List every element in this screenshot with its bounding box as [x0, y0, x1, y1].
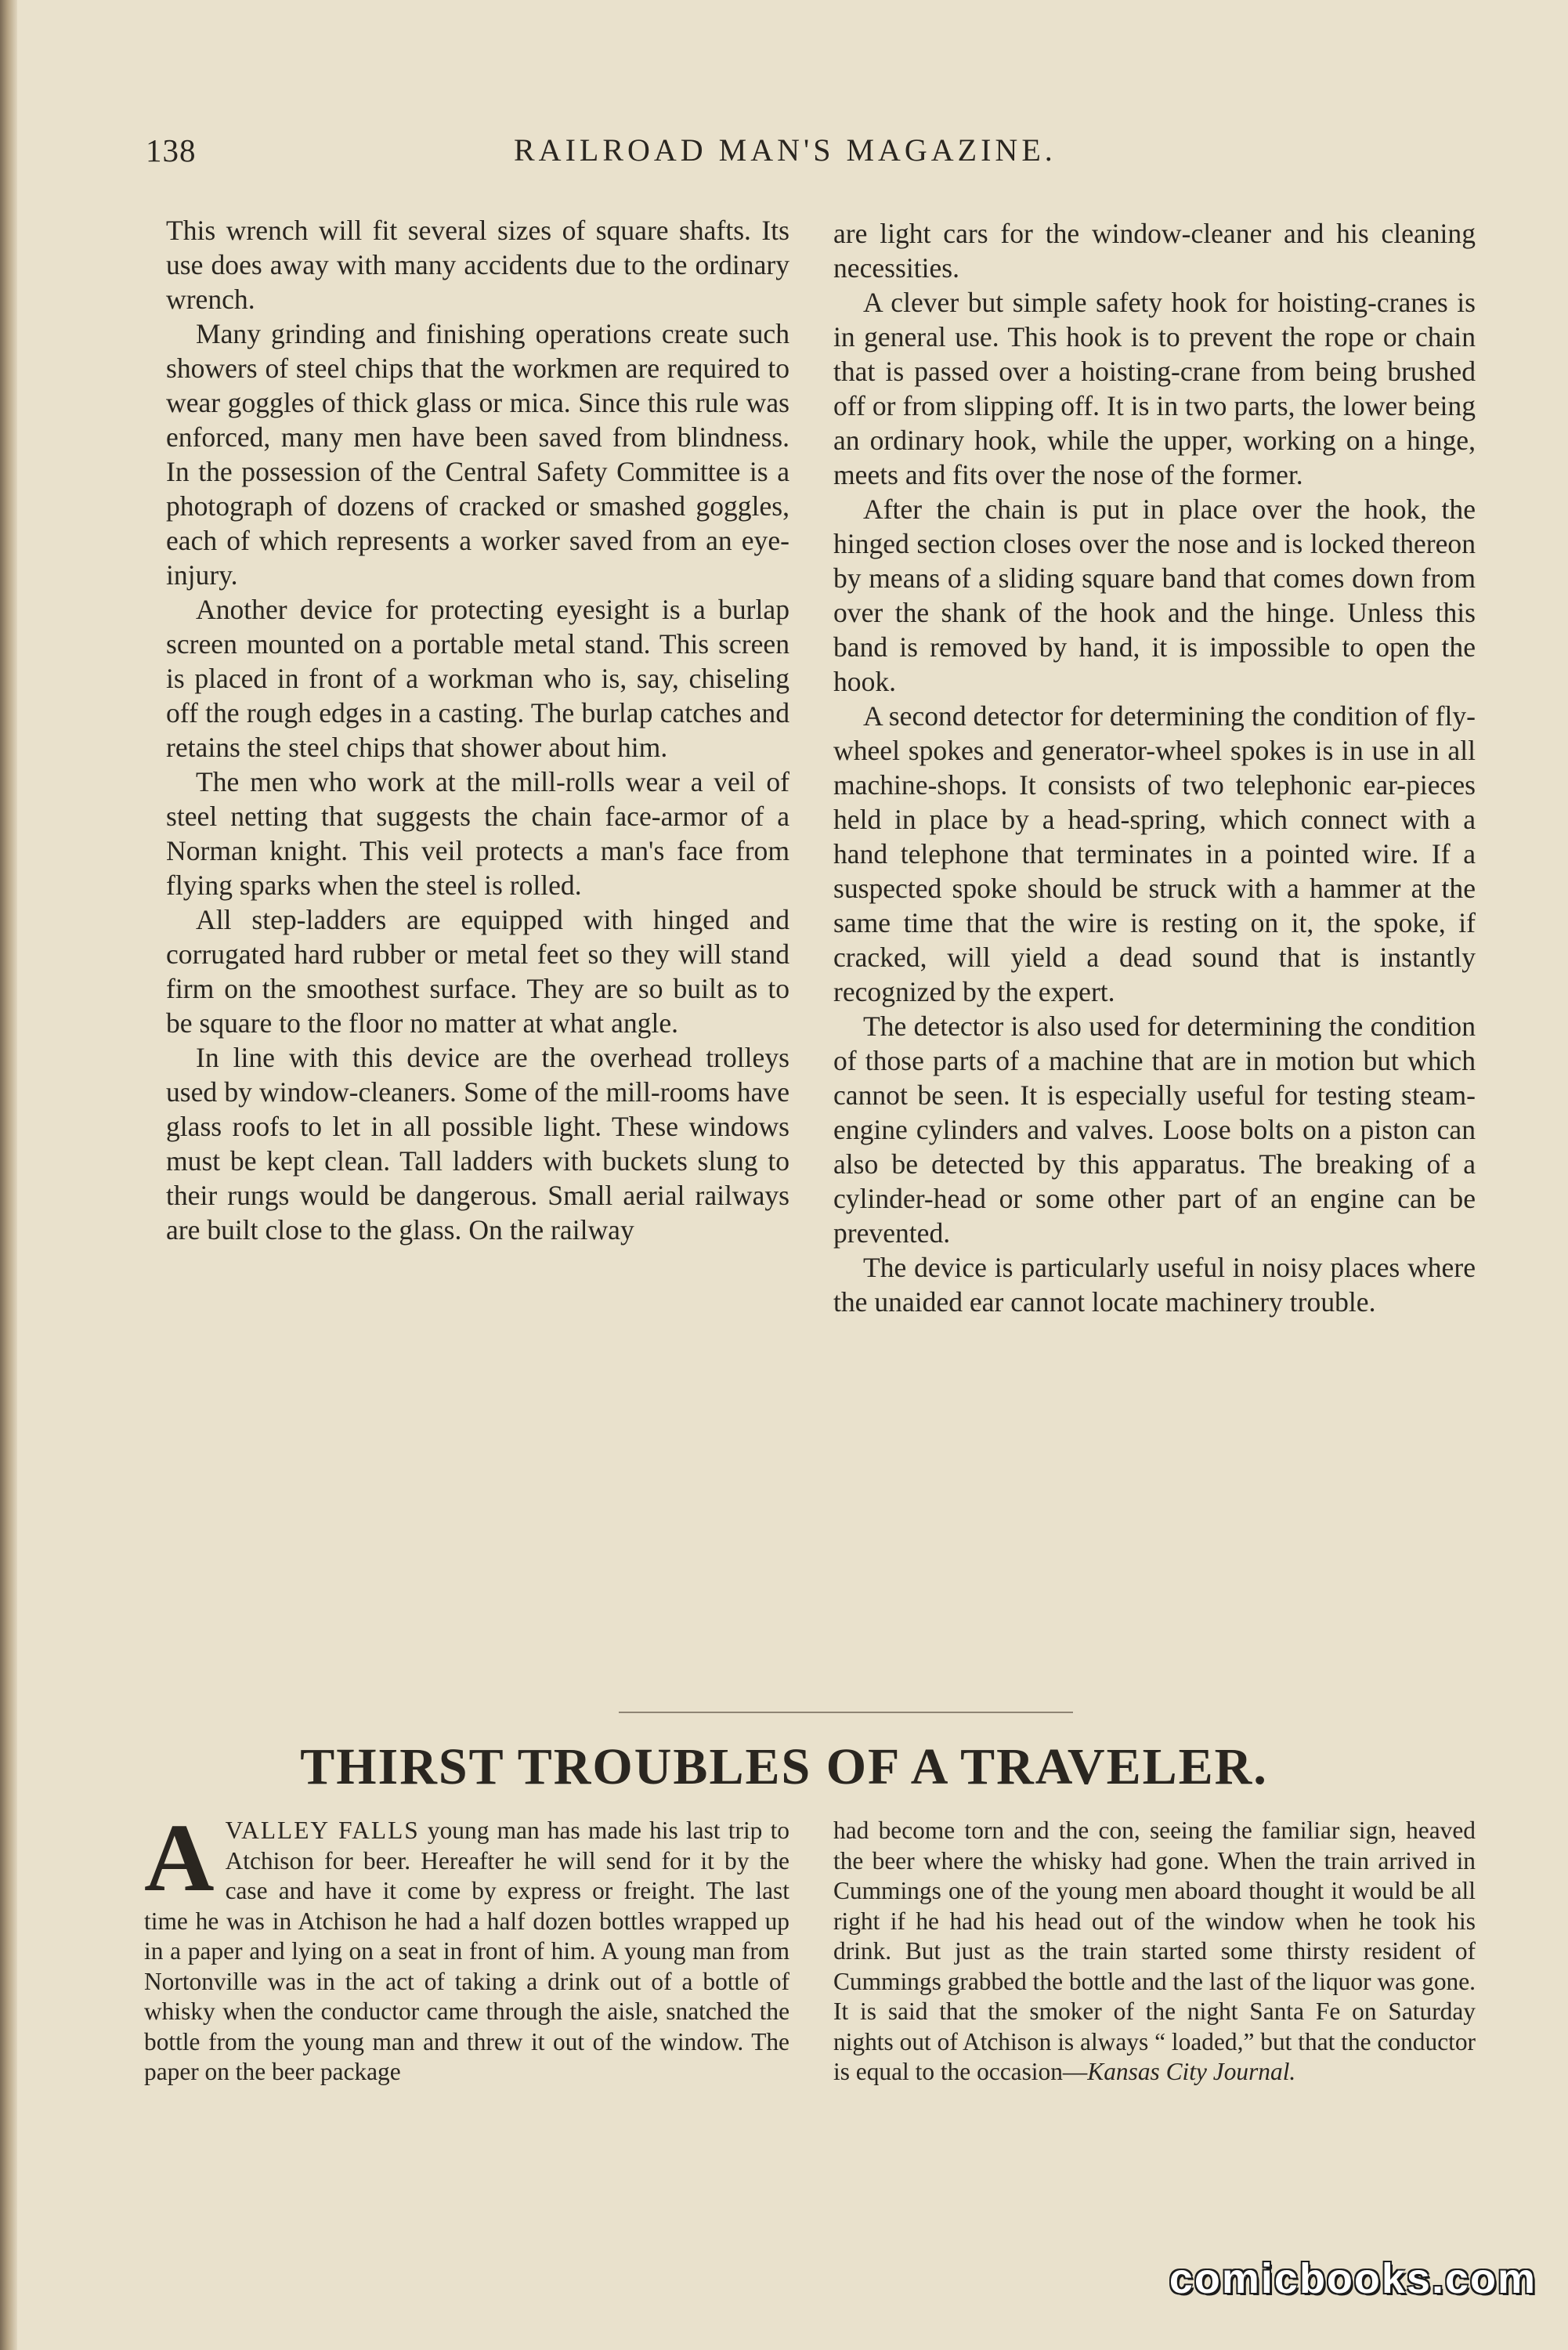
paragraph: The detector is also used for determining the condition of those parts of a machine that are in motion but which cannot be seen. It is especially useful for testing steam-engine cylinders and valves. Loose bolts on a piston can also be detected by this apparatus. The breaking of a cylinder-head or some other part of an engine can be prevented. [833, 1010, 1476, 1249]
story-headline: THIRST TROUBLES OF A TRAVELER. [300, 1738, 1268, 1795]
page-header [146, 132, 1469, 179]
story-text: had become torn and the con, seeing the familiar sign, heaved the beer where the whisky had gone. When the train arrived in Cummings one of the young men aboard thought it would be all right if he had his head out of the window when he took his drink. But just as the train started some thirsty resident of Cummings grabbed the bottle and the last of the liquor was gone. It is said that the smoker of the night Santa Fe on Saturday nights out of Atchison is always “ loaded,” but that the conductor is equal to the occasion— [833, 1817, 1476, 2085]
story-source: Kansas City Journal. [1087, 2058, 1296, 2085]
paragraph: After the chain is put in place over the hook, the hinged section closes over the nose and is locked thereon by means of a sliding square band that comes down from over the shank of the hook and the hinge. Unless this band is removed by hand, it is impossible to open the hook. [833, 494, 1476, 697]
paragraph: A clever but simple safety hook for hoisting-cranes is in general use. This hook is to prevent the rope or chain that is passed over a hoisting-crane from being brushed off or from slipping off. It is in two parts, the lower being an ordinary hook, while the upper, working on a hinge, meets and fits over the nose of the former. [833, 287, 1476, 490]
lead-smallcaps: VALLEY FALLS [225, 1817, 420, 1844]
paragraph: All step-ladders are equipped with hinged and corrugated hard rubber or metal feet so they will stand firm on the smoothest surface. They are so built as to be square to the floor no matter at what angle. [166, 904, 789, 1039]
paragraph: The men who work at the mill-rolls wear a veil of steel netting that suggests the chain face-armor of a Norman knight. This veil protects a man's face from flying sparks when the steel is rolled. [166, 766, 789, 901]
watermark: comicbooks.com [1169, 2255, 1537, 2302]
section-divider-rule [619, 1712, 1073, 1713]
story-paragraph [833, 1816, 1476, 2088]
page-number: 138 [146, 132, 197, 168]
page-spine-edge [0, 0, 17, 2350]
paragraph: This wrench will fit several sizes of square shafts. Its use does away with many accidents due to the ordinary wrench. [166, 215, 789, 315]
paragraph: The device is particularly useful in noisy places where the unaided ear cannot locate machinery trouble. [833, 1252, 1476, 1318]
story-right-column [833, 1816, 1476, 2088]
paragraph: Another device for protecting eyesight is a burlap screen mounted on a portable metal stand. This screen is placed in front of a workman who is, say, chiseling off the rough edges in a casting. The burlap catches and retains the steel chips that shower about him. [166, 594, 789, 763]
running-title: RAILROAD MAN'S MAGAZINE. [514, 132, 1057, 168]
paragraph: Many grinding and finishing operations create such showers of steel chips that the workmen are required to wear goggles of thick glass or mica. Since this rule was enforced, many men have been saved from blindness. In the possession of the Central Safety Committee is a photograph of dozens of cracked or smashed goggles, each of which represents a worker saved from an eye-injury. [166, 318, 789, 591]
story-left-column [144, 1804, 789, 2088]
drop-cap: A [144, 1804, 215, 1911]
paragraph: are light cars for the window-cleaner and his cleaning necessities. [833, 218, 1476, 284]
paragraph: In line with this device are the overhead trolleys used by window-cleaners. Some of the mill-rooms have glass roofs to let in all possible light. These windows must be kept clean. Tall ladders with buckets slung to their rungs would be dangerous. Small aerial railways are built close to the glass. On the railway [166, 1042, 789, 1246]
story-text: young man has made his last trip to Atchison for beer. Hereafter he will send for it by the case and have it come by express or freight. The last time he was in Atchison he had a half dozen bottles wrapped up in a paper and lying on a seat in front of him. A young man from Nortonville was in the act of taking a drink out of a bottle of whisky when the conductor came through the aisle, snatched the bottle from the young man and threw it out of the window. The paper on the beer package [144, 1817, 789, 2085]
story-paragraph [144, 1804, 789, 2088]
article-right-column [833, 216, 1476, 1319]
paragraph: A second detector for determining the condition of fly-wheel spokes and generator-wheel spokes is in use in all machine-shops. It consists of two telephonic ear-pieces held in place by a head-spring, which connect with a hand telephone that terminates in a pointed wire. If a suspected spoke should be struck with a hammer at the same time that the wire is resting on it, the spoke, if cracked, will yield a dead sound that is instantly recognized by the expert. [833, 700, 1476, 1007]
article-left-column [166, 213, 789, 1247]
